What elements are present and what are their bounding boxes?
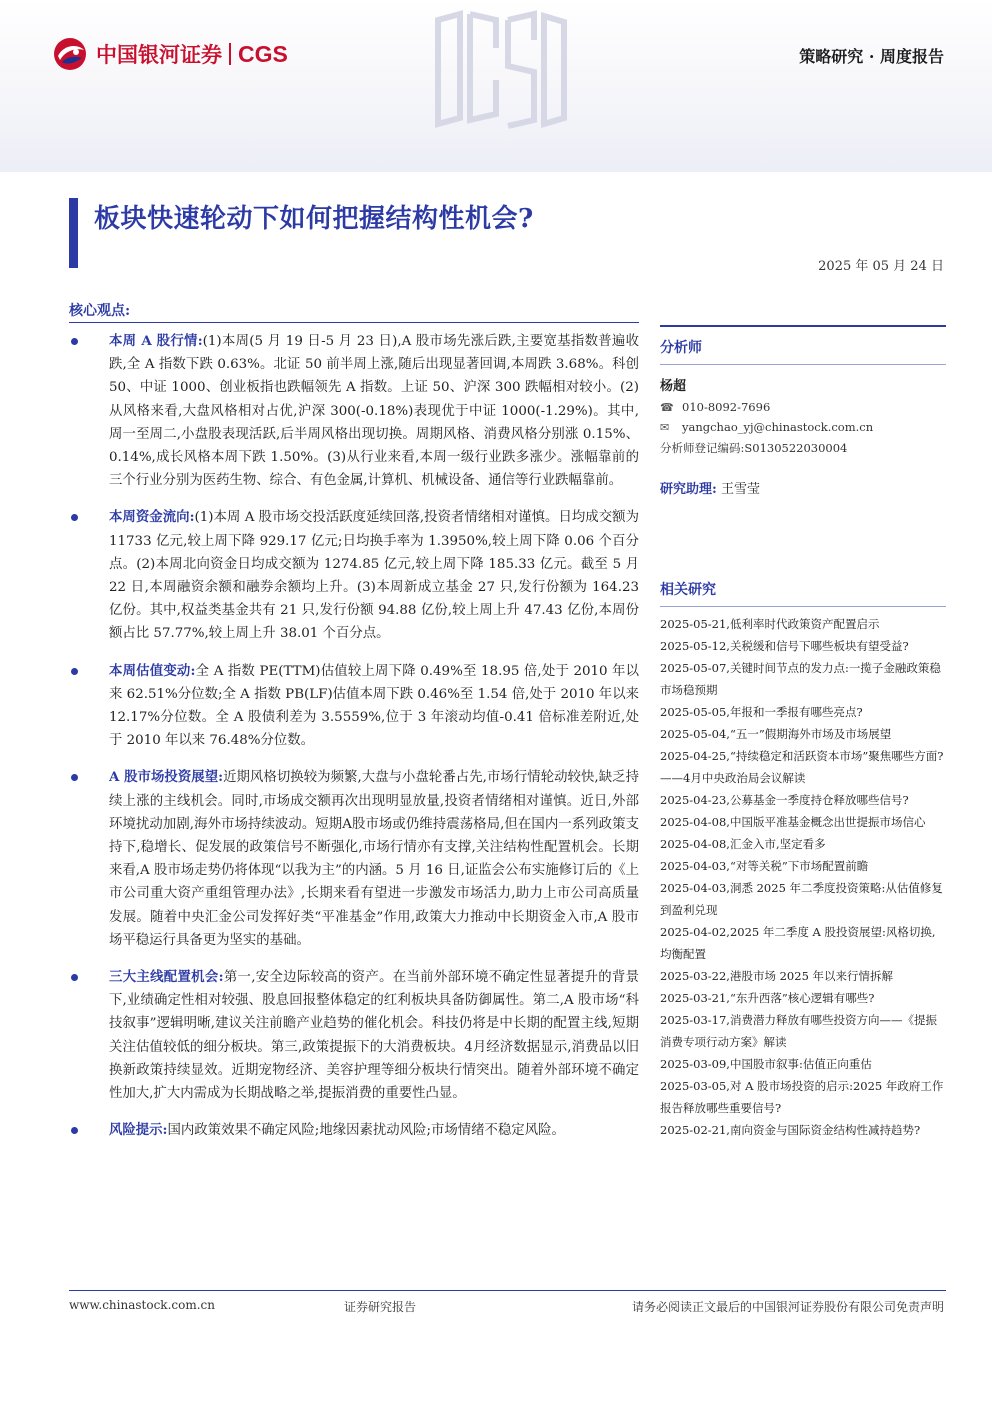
sidebar-top-rule xyxy=(660,325,946,327)
research-item[interactable]: 2025-04-23,公募基金一季度持仓释放哪些信号? xyxy=(660,793,909,807)
research-item[interactable]: 2025-04-25,“持续稳定和活跃资本市场”聚焦哪些方面?——4月中央政治局会议解读 xyxy=(660,749,944,785)
paragraph-label: 本周资金流向: xyxy=(109,509,195,526)
title-accent-bar xyxy=(69,198,78,268)
phone-icon: ☎ xyxy=(660,400,674,414)
analyst-heading: 分析师 xyxy=(660,340,702,356)
bullet-icon xyxy=(71,1127,78,1134)
bullet-icon xyxy=(71,774,78,781)
paragraph-outlook xyxy=(69,766,639,952)
paragraph-label: 本周估值变动: xyxy=(109,662,196,679)
related-research-heading: 相关研究 xyxy=(660,582,716,598)
page-header xyxy=(0,0,992,172)
research-item[interactable]: 2025-04-02,2025 年二季度 A 股投资展望:风格切换,均衡配置 xyxy=(660,925,936,961)
research-item[interactable]: 2025-04-08,汇金入市,坚定看多 xyxy=(660,837,826,851)
report-title: 板块快速轮动下如何把握结构性机会? xyxy=(94,204,534,234)
analyst-divider xyxy=(660,364,946,365)
assistant-label: 研究助理: xyxy=(660,482,717,497)
footer-website[interactable]: www.chinastock.com.cn xyxy=(69,1298,215,1312)
research-assistant xyxy=(660,478,946,497)
research-item[interactable]: 2025-03-17,消费潜力释放有哪些投资方向——《提振消费专项行动方案》解读 xyxy=(660,1013,937,1049)
email-address[interactable]: yangchao_yj@chinastock.com.cn xyxy=(682,420,874,434)
paragraph-text: 近期风格切换较为频繁,大盘与小盘轮番占先,市场行情轮动较快,缺乏持续上涨的主线机会。同时,市场成交额再次出现明显放量,投资者情绪相对谨慎。近日,外部环境扰动加剧,海外市场持续波动。短期A股市场或仍维持震荡格局,但在国内一系列政策支持下,稳增长、促发展的政策信号不断强化,市场行情亦有支撑,关注结构性配置机会。长期来看,A 股市场走势仍将体现“以我为主”的内涵。5 月 16 日,证监会公布实施修订后的《上市公司重大资产重组管理办法》,长期来看有望进一步激发市场活力,助力上市公司高质量发展。随着中央汇金公司发挥好类“平准基金”作用,政策大力推动中长期资金入市,A 股市场平稳运行具备更为坚实的基础。 xyxy=(109,770,639,948)
registration-code: 分析师登记编码:S0130522030004 xyxy=(660,441,848,455)
paragraph-market xyxy=(69,330,639,492)
bullet-icon xyxy=(71,514,78,521)
paragraph-text: 第一,安全边际较高的资产。在当前外部环境不确定性显著提升的背景下,业绩确定性相对较强、股息回报整体稳定的红利板块具备防御属性。第二,A 股市场“科技叙事”逻辑明晰,建议关注前瞻产业趋势的催化机会。科技仍将是中长期的配置主线,短期关注估值较低的细分板块。第三,政策提振下的大消费板块。4月经济数据显示,消费品以旧换新政策持续显效。近期宠物经济、美容护理等细分板块行情突出。随着外部环境不确定性加大,扩大内需成为长期战略之举,提振消费的重要性凸显。 xyxy=(109,970,639,1102)
analyst-email xyxy=(660,420,946,434)
paragraph-text: (1)本周(5 月 19 日-5 月 23 日),A 股市场先涨后跌,主要宽基指数普遍收跌,全 A 指数下跌 0.63%。北证 50 前半周上涨,随后出现显著回调,本周跌 3.68%。科创 50、中证 1000、创业板指也跌幅领先 A 指数。上证 50、沪深 300 跌幅相对较小。(2)从风格来看,大盘风格相对占优,沪深 300(-0.18%)表现优于中证 1000(-1.29%)。其中,周一至周二,小盘股表现活跃,后半周风格出现切换。周期风格、消费风格分别涨 0.15%、0.14%,成长风格本周下跌 1.50%。(3)从行业来看,本周一级行业跌多涨少。涨幅靠前的三个行业分别为医药生物、综合、有色金属,计算机、机械设备、通信等行业跌幅靠前。 xyxy=(109,334,640,489)
research-item[interactable]: 2025-03-21,“东升西落”核心逻辑有哪些? xyxy=(660,991,875,1005)
research-item[interactable]: 2025-02-21,南向资金与国际资金结构性减持趋势? xyxy=(660,1123,921,1137)
email-icon: ✉ xyxy=(660,420,670,434)
footer-report-label: 证券研究报告 xyxy=(344,1300,417,1314)
research-item[interactable]: 2025-04-03,“对等关税”下市场配置前瞻 xyxy=(660,859,869,873)
report-date: 2025 年 05 月 24 日 xyxy=(818,259,944,274)
company-logo xyxy=(52,36,288,72)
paragraph-risk xyxy=(69,1119,639,1142)
related-research-divider xyxy=(660,606,946,607)
related-research xyxy=(660,579,946,1141)
sidebar xyxy=(660,325,946,1141)
assistant-name: 王雪莹 xyxy=(720,482,760,497)
footer-disclaimer: 请务必阅读正文最后的中国银河证券股份有限公司免责声明 xyxy=(631,1300,944,1314)
paragraph-label: 三大主线配置机会: xyxy=(109,969,224,986)
research-item[interactable]: 2025-04-03,洞悉 2025 年二季度投资策略:从估值修复到盈利兑现 xyxy=(660,881,943,917)
research-item[interactable]: 2025-03-22,港股市场 2025 年以来行情拆解 xyxy=(660,969,894,983)
logo-english-name: CGS xyxy=(238,40,288,67)
research-item[interactable]: 2025-04-08,中国版平准基金概念出世提振市场信心 xyxy=(660,815,926,829)
research-item[interactable]: 2025-03-09,中国股市叙事:估值正向重估 xyxy=(660,1057,872,1071)
logo-separator xyxy=(229,43,231,65)
phone-number: 010-8092-7696 xyxy=(682,400,771,414)
analyst-name: 杨超 xyxy=(660,379,687,394)
paragraph-text: (1)本周 A 股市场交投活跃度延续回落,投资者情绪相对谨慎。日均成交额为 11733 亿元,较上周下降 929.17 亿元;日均换手率为 1.3950%,较上周下降 0.06 个百分点。(2)本周北向资金日均成交额为 1274.85 亿元,较上周下降 185.33 亿元。截至 5 月 22 日,本周融资余额和融券余额均上升。(3)本周新成立基金 27 只,发行份额为 164.23 亿份。其中,权益类基金共有 21 只,发行份额 94.88 亿份,较上周上升 47.43 亿份,本周份额占比 57.77%,较上周上升 38.01 个百分点。 xyxy=(109,510,639,642)
paragraph-text: 国内政策效果不确定风险;地缘因素扰动风险;市场情绪不稳定风险。 xyxy=(167,1123,565,1139)
paragraph-label: 本周 A 股行情: xyxy=(109,333,203,349)
paragraph-fund-flow xyxy=(69,506,639,645)
paragraph-label: A 股市场投资展望: xyxy=(109,769,224,786)
analyst-phone xyxy=(660,400,946,414)
research-item[interactable]: 2025-05-04,“五一”假期海外市场及市场展望 xyxy=(660,727,892,741)
paragraph-label: 风险提示: xyxy=(109,1122,168,1139)
analyst-registration xyxy=(660,440,946,456)
bullet-icon xyxy=(71,668,78,675)
report-type-label: 策略研究 · 周度报告 xyxy=(799,47,944,66)
research-item[interactable]: 2025-05-05,年报和一季报有哪些亮点? xyxy=(660,705,863,719)
paragraph-allocation xyxy=(69,966,639,1105)
core-views-divider xyxy=(69,322,639,323)
bullet-icon xyxy=(71,974,78,981)
cgs-watermark-icon xyxy=(430,10,570,130)
footer-divider xyxy=(69,1290,946,1291)
research-item[interactable]: 2025-05-12,关税缓和信号下哪些板块有望受益? xyxy=(660,639,909,653)
research-item[interactable]: 2025-03-05,对 A 股市场投资的启示:2025 年政府工作报告释放哪些重要信号? xyxy=(660,1079,944,1115)
paragraph-valuation xyxy=(69,660,639,753)
related-research-list xyxy=(660,613,946,1141)
bullet-icon xyxy=(71,338,78,345)
logo-chinese-name: 中国银河证券 xyxy=(96,43,222,67)
research-item[interactable]: 2025-05-21,低利率时代政策资产配置启示 xyxy=(660,617,880,631)
core-views-body xyxy=(69,330,639,1157)
galaxy-logo-icon xyxy=(52,36,88,72)
research-item[interactable]: 2025-05-07,关键时间节点的发力点:一揽子金融政策稳市场稳预期 xyxy=(660,661,941,697)
core-views-label: 核心观点: xyxy=(69,303,131,319)
paragraph-text: 全 A 指数 PE(TTM)估值较上周下降 0.49%至 18.95 倍,处于 2010 年以来 62.51%分位数;全 A 指数 PB(LF)估值本周下跌 0.46%至 1.54 倍,处于 2010 年以来 12.17%分位数。全 A 股债利差为 3.5559%,位于 3 年滚动均值-0.41 倍标准差附近,处于 2010 年以来 76.48%分位数。 xyxy=(109,663,639,749)
